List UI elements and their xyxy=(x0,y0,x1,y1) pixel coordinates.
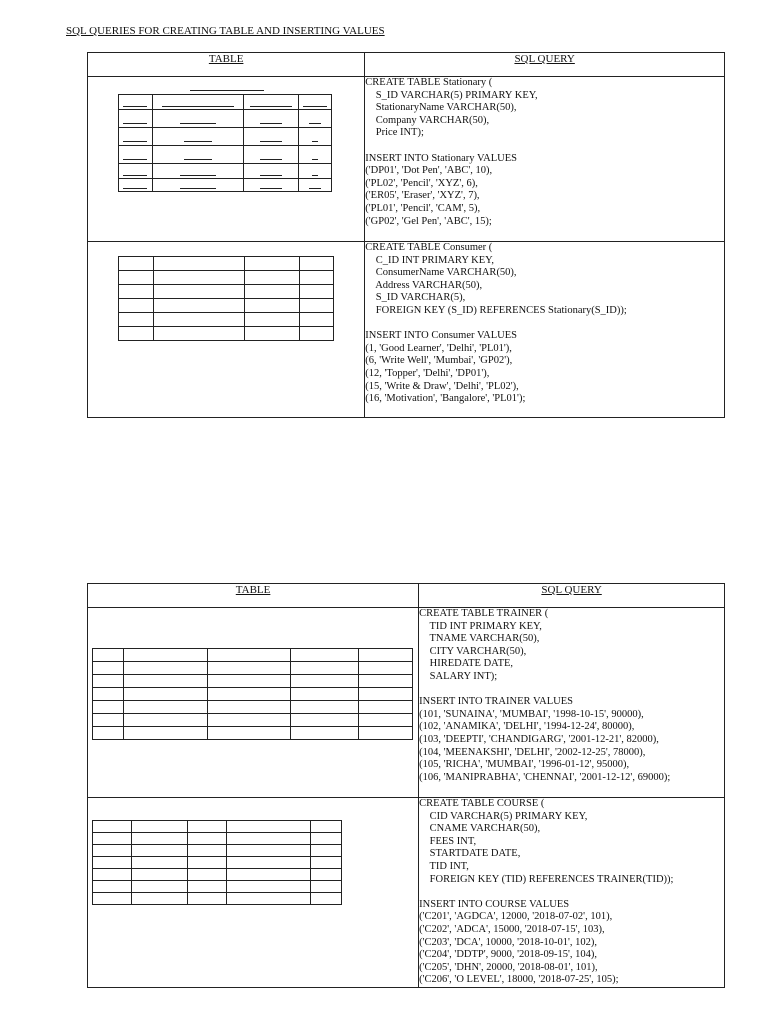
sql-query-column-header: SQL QUERY xyxy=(365,53,725,77)
sketch-grid xyxy=(118,256,334,341)
sketch-grid xyxy=(118,94,332,192)
sketch-grid xyxy=(92,648,413,740)
sketch-grid xyxy=(92,820,342,905)
course-table-sketch xyxy=(88,798,419,988)
stationary-table-sketch xyxy=(88,77,365,242)
sql-table-section-2 xyxy=(87,583,725,988)
page-title: SQL QUERIES FOR CREATING TABLE AND INSERTING VALUES xyxy=(66,25,385,37)
sql-query-column-header: SQL QUERY xyxy=(419,584,725,608)
table-column-header: TABLE xyxy=(88,53,365,77)
trainer-sql-query: CREATE TABLE TRAINER ( TID INT PRIMARY KEY, TNAME VARCHAR(50), CITY VARCHAR(50), HIREDATE DATE, SALARY INT); INSERT INTO TRAINER VALUES (101, 'SUNAINA', 'MUMBAI', '1998-10-15', 90000), (102, 'ANAMIKA', 'DELHI', '1994-12-24', 80000), (103, 'DEEPTI', 'CHANDIGARG', '2001-12-21', 82000), (104, 'MEENAKSHI', 'DELHI', '2002-12-25', 78000), (105, 'RICHA', 'MUMBAI', '1996-01-12', 95000), (106, 'MANIPRABHA', 'CHENNAI', '2001-12-12', 69000); xyxy=(419,608,725,798)
sketch-caption-line xyxy=(190,90,264,91)
stationary-sql-query: CREATE TABLE Stationary ( S_ID VARCHAR(5) PRIMARY KEY, StationaryName VARCHAR(50), Company VARCHAR(50), Price INT); INSERT INTO Stationary VALUES ('DP01', 'Dot Pen', 'ABC', 10), ('PL02', 'Pencil', 'XYZ', 6), ('ER05', 'Eraser', 'XYZ', 7), ('PL01', 'Pencil', 'CAM', 5), ('GP02', 'Gel Pen', 'ABC', 15); xyxy=(365,77,725,242)
consumer-sql-query: CREATE TABLE Consumer ( C_ID INT PRIMARY KEY, ConsumerName VARCHAR(50), Address VARCHAR(50), S_ID VARCHAR(5), FOREIGN KEY (S_ID) REFERENCES Stationary(S_ID)); INSERT INTO Consumer VALUES (1, 'Good Learner', 'Delhi', 'PL01'), (6, 'Write Well', 'Mumbai', 'GP02'), (12, 'Topper', 'Delhi', 'DP01'), (15, 'Write & Draw', 'Delhi', 'PL02'), (16, 'Motivation', 'Bangalore', 'PL01'); xyxy=(365,242,725,418)
table-column-header: TABLE xyxy=(88,584,419,608)
course-sql-query: CREATE TABLE COURSE ( CID VARCHAR(5) PRIMARY KEY, CNAME VARCHAR(50), FEES INT, STARTDATE DATE, TID INT, FOREIGN KEY (TID) REFERENCES TRAINER(TID)); INSERT INTO COURSE VALUES ('C201', 'AGDCA', 12000, '2018-07-02', 101), ('C202', 'ADCA', 15000, '2018-07-15', 103), ('C203', 'DCA', 10000, '2018-10-01', 102), ('C204', 'DDTP', 9000, '2018-09-15', 104), ('C205', 'DHN', 20000, '2018-08-01', 101), ('C206', 'O LEVEL', 18000, '2018-07-25', 105); xyxy=(419,798,725,988)
consumer-table-sketch xyxy=(88,242,365,418)
sql-table-section-1 xyxy=(87,52,725,418)
trainer-table-sketch xyxy=(88,608,419,798)
